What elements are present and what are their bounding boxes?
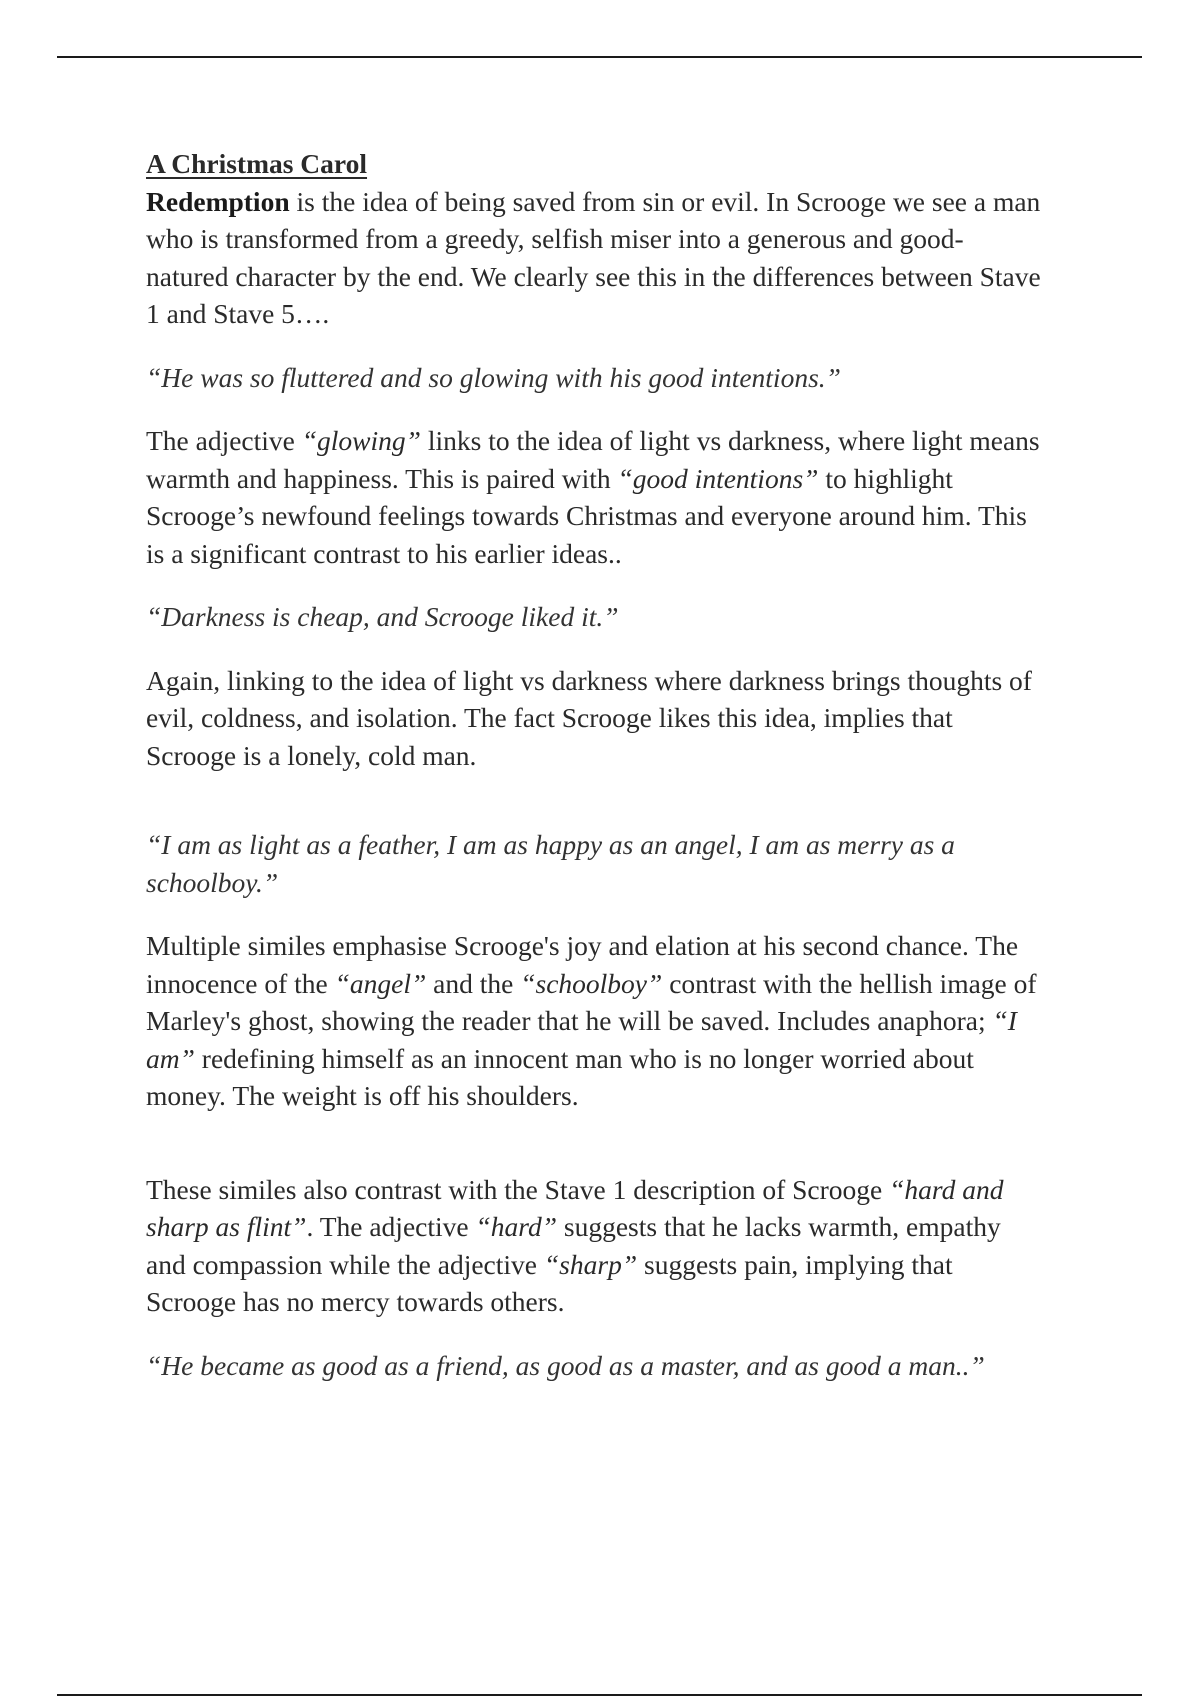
quote-darkness: “Darkness is cheap, and Scrooge liked it.” [146,601,619,632]
intro-text: is the idea of being saved from sin or evil. In Scrooge we see a man who is transformed from a greedy, selfish miser into a generous and good-natured character by the end. We clearly see this in the differences between Stave 1 and Stave 5…. [146,185,1041,329]
bottom-rule [57,1694,1142,1696]
text-run: links to the idea of light vs darkness, where light means warmth and happiness. This is paired with [146,425,1040,494]
quoted-word: “hard and sharp as flint” [146,1173,1004,1242]
text-run: The adjective [146,425,302,456]
quoted-word: “good intentions” [617,462,819,494]
text-run: Multiple similes emphasise Scrooge's joy and elation at his second chance. The innocence of the [146,930,1019,999]
quote-friend: “He became as good as a friend, as good as a master, and as good a man..” [146,1349,985,1381]
quoted-word: “glowing” [301,425,421,456]
text-run: suggests pain, implying that Scrooge has no mercy towards others. [146,1248,953,1317]
quoted-word: “I am” [146,1005,1017,1074]
text-run: to highlight Scrooge’s newfound feelings towards Christmas and everyone around him. This is a significant contrast to his earlier ideas.. [146,462,1027,569]
quoted-word: “schoolboy” [520,967,663,999]
analysis-paragraph-4 [146,1171,1046,1321]
quote-glowing: “He was so fluttered and so glowing with his good intentions.” [146,361,841,393]
text-run: . The adjective [306,1211,476,1242]
text-run: suggests that he lacks warmth, empathy and compassion while the adjective [146,1211,1001,1280]
intro-paragraph [146,183,1046,333]
quote-feather: “I am as light as a feather, I am as happy as an angel, I am as merry as a schoolboy.” [146,829,955,898]
analysis-paragraph-1 [146,422,1046,572]
quoted-word: “hard” [475,1211,558,1242]
text-run: and the [426,967,521,999]
intro-term: Redemption [146,185,290,217]
analysis-paragraph-3 [146,927,1046,1115]
text-run: These similes also contrast with the Stave 1 description of Scrooge [146,1173,890,1205]
document-body [146,145,1046,1384]
quoted-word: “angel” [334,967,427,999]
document-title: A Christmas Carol [146,148,368,179]
quoted-word: “sharp” [543,1248,638,1280]
text-run: redefining himself as an innocent man who is no longer worried about money. The weight is off his shoulders. [146,1042,974,1111]
analysis-paragraph-2: Again, linking to the idea of light vs darkness where darkness brings thoughts of evil, coldness, and isolation. The fact Scrooge likes this idea, implies that Scrooge is a lonely, cold man. [146,664,1032,771]
top-rule [57,56,1142,58]
text-run: contrast with the hellish image of Marley's ghost, showing the reader that he will be saved. Includes anaphora; [146,967,1037,1036]
